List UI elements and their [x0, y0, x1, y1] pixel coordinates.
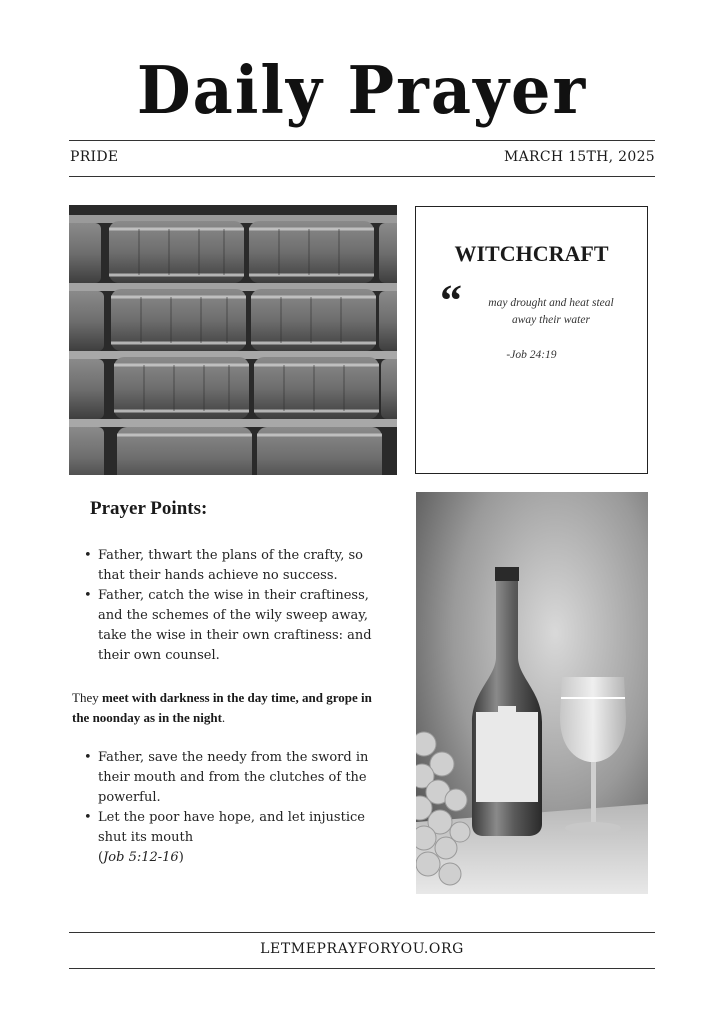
date-label: MARCH 15TH, 2025 [503, 149, 655, 165]
scripture-statement [72, 688, 382, 728]
prayer-list-second [72, 748, 392, 868]
category-label: PRIDE [70, 149, 119, 165]
statement-emphasis: meet with darkness in the day time, and grope in the noonday as in the night [72, 690, 372, 725]
list-item: • Father, catch the wise in their craftiness, and the schemes of the wily sweep away, take the wise in their own craftiness: and their own counsel. [72, 586, 392, 666]
footer-top-rule [69, 932, 655, 933]
list-item: • Let the poor have hope, and let injustice shut its mouth [72, 808, 392, 848]
header-bottom-rule [69, 176, 655, 177]
prayer-points-title: Prayer Points: [90, 498, 208, 519]
header-top-rule [69, 140, 655, 141]
wine-bottle-photo [416, 492, 648, 894]
quote-citation: -Job 24:19 [506, 349, 557, 361]
barrels-photo [69, 205, 397, 475]
list-item: • Father, save the needy from the sword in their mouth and from the clutches of the powerful. [72, 748, 392, 808]
citation-reference: Job 5:12-16 [103, 850, 179, 865]
quote-mark-icon: “ [440, 276, 462, 325]
statement-suffix: . [221, 710, 226, 725]
footer-bottom-rule [69, 968, 655, 969]
scripture-citation: (Job 5:12-16) [98, 850, 184, 865]
quote-card [415, 206, 648, 474]
quote-heading: WITCHCRAFT [454, 241, 609, 266]
statement-prefix: They [72, 690, 102, 705]
footer-site-link[interactable]: LETMEPRAYFORYOU.ORG [260, 941, 464, 957]
page-title: Daily Prayer [136, 52, 588, 129]
list-item: • Father, thwart the plans of the crafty, so that their hands achieve no success. [72, 546, 392, 586]
prayer-list-first [72, 546, 392, 666]
quote-text: may drought and heat steal away their water [488, 297, 614, 326]
